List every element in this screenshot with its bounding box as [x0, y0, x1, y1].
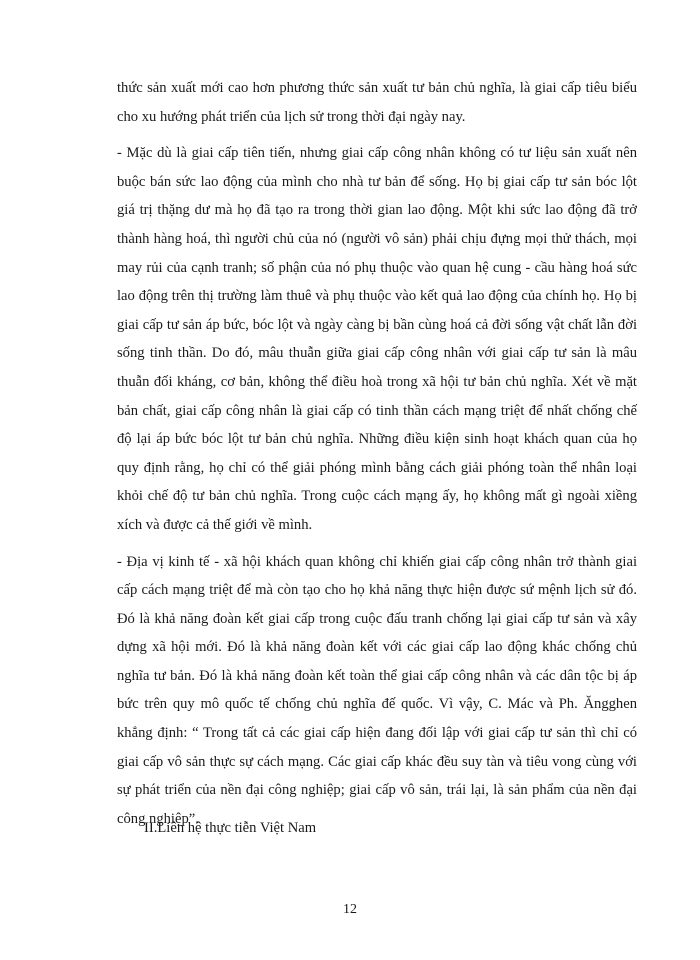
body-text	[117, 74, 637, 833]
paragraph-exploitation: - Mặc dù là giai cấp tiên tiến, nhưng giai cấp công nhân không có tư liệu sản xuất nên buộc bán sức lao động của mình cho nhà tư bản để sống. Họ bị giai cấp tư sản bóc lột giá trị thặng dư mà họ đã tạo ra trong thời gian lao động. Một khi sức lao động đã trở thành hàng hoá, thì người chủ của nó (người vô sản) phải chịu đựng mọi thử thách, mọi may rủi của cạnh tranh; số phận của nó phụ thuộc vào quan hệ cung - cầu hàng hoá sức lao động trên thị trường làm thuê và phụ thuộc vào kết quả lao động của chính họ. Họ bị giai cấp tư sản áp bức, bóc lột và ngày càng bị bần cùng hoá cả đời sống vật chất lẫn đời sống tinh thần. Do đó, mâu thuẫn giữa giai cấp công nhân với giai cấp tư sản là mâu thuẫn đối kháng, cơ bản, không thể điều hoà trong xã hội tư bản chủ nghĩa. Xét về mặt bản chất, giai cấp công nhân là giai cấp có tinh thần cách mạng triệt để nhất chống chế độ lại áp bức bóc lột tư bản chủ nghĩa. Những điều kiện sinh hoạt khách quan của họ quy định rằng, họ chỉ có thể giải phóng mình bằng cách giải phóng toàn thể nhân loại khỏi chế độ tư bản chủ nghĩa. Trong cuộc cách mạng ấy, họ không mất gì ngoài xiềng xích và được cả thế giới về mình.	[117, 145, 637, 533]
section-heading: II.Liên hệ thực tiễn Việt Nam	[144, 820, 317, 836]
paragraph-socioeconomic-status: - Địa vị kinh tế - xã hội khách quan không chỉ khiến giai cấp công nhân trở thành giai cấp cách mạng triệt để mà còn tạo cho họ khả năng thực hiện được sứ mệnh lịch sử đó. Đó là khả năng đoàn kết giai cấp trong cuộc đấu tranh chống lại giai cấp tư sản và xây dựng xã hội mới. Đó là khả năng đoàn kết với các giai cấp lao động khác chống chủ nghĩa tư bản. Đó là khả năng đoàn kết toàn thể giai cấp công nhân và các dân tộc bị áp bức trên quy mô quốc tế chống chủ nghĩa đế quốc. Vì vậy, C. Mác và Ph. Ăngghen khẳng định: “ Trong tất cả các giai cấp hiện đang đối lập với giai cấp tư sản thì chỉ có giai cấp vô sản thực sự cách mạng. Các giai cấp khác đều suy tàn và tiêu vong cùng với sự phát triển của nền đại công nghiệp; giai cấp vô sản, trái lại, là sản phẩm của nền đại công nghiệp”.	[117, 553, 637, 827]
page-number: 12	[343, 902, 357, 917]
paragraph-continuation: thức sản xuất mới cao hơn phương thức sản xuất tư bản chủ nghĩa, là giai cấp tiêu biểu cho xu hướng phát triển của lịch sử trong thời đại ngày nay.	[117, 80, 637, 125]
